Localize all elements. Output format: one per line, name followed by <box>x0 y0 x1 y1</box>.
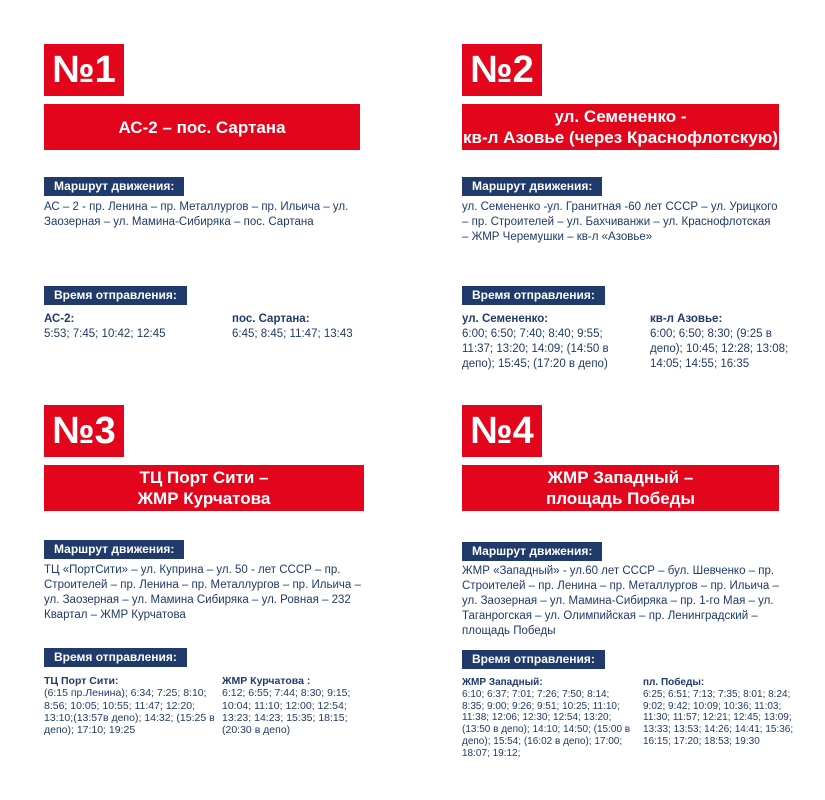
route-number: №3 <box>44 405 124 457</box>
route-path: ул. Семененко -ул. Гранитная -60 лет СССР – ул. Урицкого – пр. Строителей – ул. Бахчиванжи – ул. Краснофлотская – ЖМР Черемушки – кв-л «Азовье» <box>462 201 778 243</box>
departure-label: Время отправления: <box>44 286 187 305</box>
route-path: АС – 2 - пр. Ленина – пр. Металлургов – пр. Ильича – ул. Заозерная – ул. Мамина-Сибиряка – пос. Сартана <box>44 201 349 228</box>
stop-name: ул. Семененко: <box>462 313 549 325</box>
departure-label: Время отправления: <box>462 286 605 305</box>
stop-schedule <box>222 675 372 736</box>
route-number: №2 <box>462 44 542 96</box>
stop-schedule <box>232 312 387 342</box>
stop-schedule <box>462 677 634 760</box>
stop-times: (6:15 пр.Ленина); 6:34; 7:25; 8:10; 8:56; 10:05; 10:55; 11:47; 12:20; 13:10;(13:57в депо); 14:32; (15:25 в депо); 17:10; 19:25 <box>44 687 215 737</box>
route-path-label: Маршрут движения: <box>462 177 602 196</box>
route-path-label: Маршрут движения: <box>44 177 184 196</box>
stop-name: кв-л Азовье: <box>650 313 723 325</box>
stop-schedule <box>643 677 808 748</box>
route-path: ТЦ «ПортСити» – ул. Куприна – ул. 50 - лет СССР – пр. Строителей – пр. Ленина – пр. Металлургов – пр. Ильича – ул. Заозерная – ул. Мамина Сибиряка – ул. Ровная – 232 Квартал – ЖМР Курчатова <box>44 564 361 621</box>
stop-schedule <box>650 312 798 372</box>
stop-name: АС-2: <box>44 313 75 325</box>
route-path-label: Маршрут движения: <box>44 540 184 559</box>
stop-schedule <box>44 675 216 736</box>
departure-label: Время отправления: <box>462 650 605 669</box>
departure-label: Время отправления: <box>44 648 187 667</box>
route-number: №1 <box>44 44 124 96</box>
stop-times: 6:12; 6:55; 7:44; 8:30; 9:15; 10:04; 11:10; 12:00; 12:54; 13:23; 14:23; 15:35; 18:15; (20:30 в депо) <box>222 687 351 737</box>
route-path-label: Маршрут движения: <box>462 542 602 561</box>
stop-name: пос. Сартана: <box>232 313 310 325</box>
route-title: ЖМР Западный – площадь Победы <box>462 465 779 511</box>
route-number: №4 <box>462 405 542 457</box>
route-title: АС-2 – пос. Сартана <box>44 104 360 150</box>
stop-times: 6:25; 6:51; 7:13; 7:35; 8:01; 8:24; 9:02; 9:42; 10:09; 10:36; 11:03; 11:30; 11:57; 12:21; 12:45; 13:09; 13:33; 13:53; 14:26; 14:41; 15:36; 16:15; 17:20; 18:53; 19:30 <box>643 688 794 747</box>
stop-name: пл. Победы: <box>643 677 705 688</box>
stop-times: 6:10; 6:37; 7:01; 7:26; 7:50; 8:14; 8:35; 9:00; 9:26; 9:51; 10:25; 11:10; 11:38; 12:06; 12:30; 12:54; 13:20; (13:50 в депо); 14:10; 14:50; (15:00 в депо); 15:54; (16:02 в депо); 17:00; 18:07; 19:12; <box>462 688 631 759</box>
route-title: ул. Семененко - кв-л Азовье (через Краснофлотскую) <box>462 104 779 150</box>
stop-times: 6:00; 6:50; 7:40; 8:40; 9:55; 11:37; 13:20; 14:09; (14:50 в депо); 15:45; (17:20 в депо) <box>462 328 609 370</box>
route-title: ТЦ Порт Сити – ЖМР Курчатова <box>44 465 364 511</box>
stop-name: ЖМР Курчатова : <box>222 675 311 687</box>
stop-name: ТЦ Порт Сити: <box>44 675 119 687</box>
stop-schedule <box>462 312 634 372</box>
stop-times: 6:00; 6:50; 8:30; (9:25 в депо); 10:45; 12:28; 13:08; 14:05; 14:55; 16:35 <box>650 328 789 370</box>
stop-name: ЖМР Западный: <box>462 677 543 688</box>
stop-schedule <box>44 312 219 342</box>
route-path: ЖМР «Западный» - ул.60 лет СССР – бул. Шевченко – пр. Строителей – пр. Ленина – пр. Металлургов – пр. Ильича – ул. Заозерная – ул. Мамина-Сибиряка – пр. 1-го Мая – ул. Таганрогская – ул. Олимпийская – пр. Ленинградский – площадь Победы <box>462 565 779 637</box>
stop-times: 6:45; 8:45; 11:47; 13:43 <box>232 328 353 340</box>
stop-times: 5:53; 7:45; 10:42; 12:45 <box>44 328 166 340</box>
